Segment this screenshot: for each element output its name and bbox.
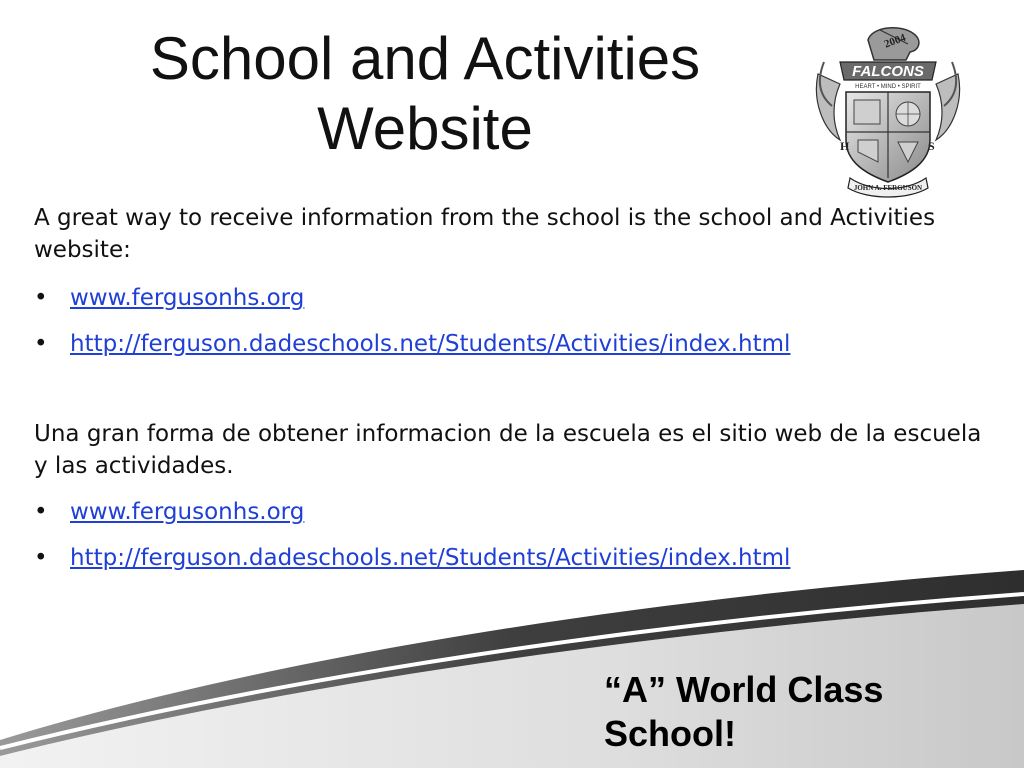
slide-title [60, 24, 790, 164]
crest-letter-right: S [928, 139, 935, 153]
fergusonhs-link[interactable]: www.fergusonhs.org [70, 285, 305, 311]
list-item [34, 282, 994, 328]
school-crest-logo [810, 22, 966, 198]
crest-year: 2004 [882, 31, 908, 51]
activities-link[interactable]: http://ferguson.dadeschools.net/Students/Activities/index.html [70, 545, 791, 571]
slide-title-line1: School and Activities [149, 25, 701, 92]
spanish-intro-text: Una gran forma de obtener informacion de la escuela es el sitio web de la escuela y las actividades. [34, 421, 982, 479]
crest-motto: HEART • MIND • SPIRIT [855, 84, 921, 90]
fergusonhs-link[interactable]: www.fergusonhs.org [70, 499, 305, 525]
bullet: • [34, 499, 48, 525]
activities-link[interactable]: http://ferguson.dadeschools.net/Students/Activities/index.html [70, 331, 791, 357]
tagline [604, 668, 1004, 756]
crest-banner: FALCONS [852, 63, 924, 80]
bullet: • [34, 285, 48, 311]
crest-letter-left: H [840, 139, 850, 153]
tagline-line1: “A” World Class [604, 669, 884, 710]
crest-scroll: JOHN A. FERGUSON [853, 184, 923, 192]
slide-title-line2: Website [317, 95, 533, 162]
english-intro-text: A great way to receive information from the school is the school and Activities website: [34, 205, 936, 263]
list-item [34, 328, 994, 374]
list-item [34, 496, 994, 542]
bullet: • [34, 545, 48, 571]
english-link-list [34, 282, 994, 374]
bullet: • [34, 331, 48, 357]
tagline-line2: School! [604, 713, 736, 754]
